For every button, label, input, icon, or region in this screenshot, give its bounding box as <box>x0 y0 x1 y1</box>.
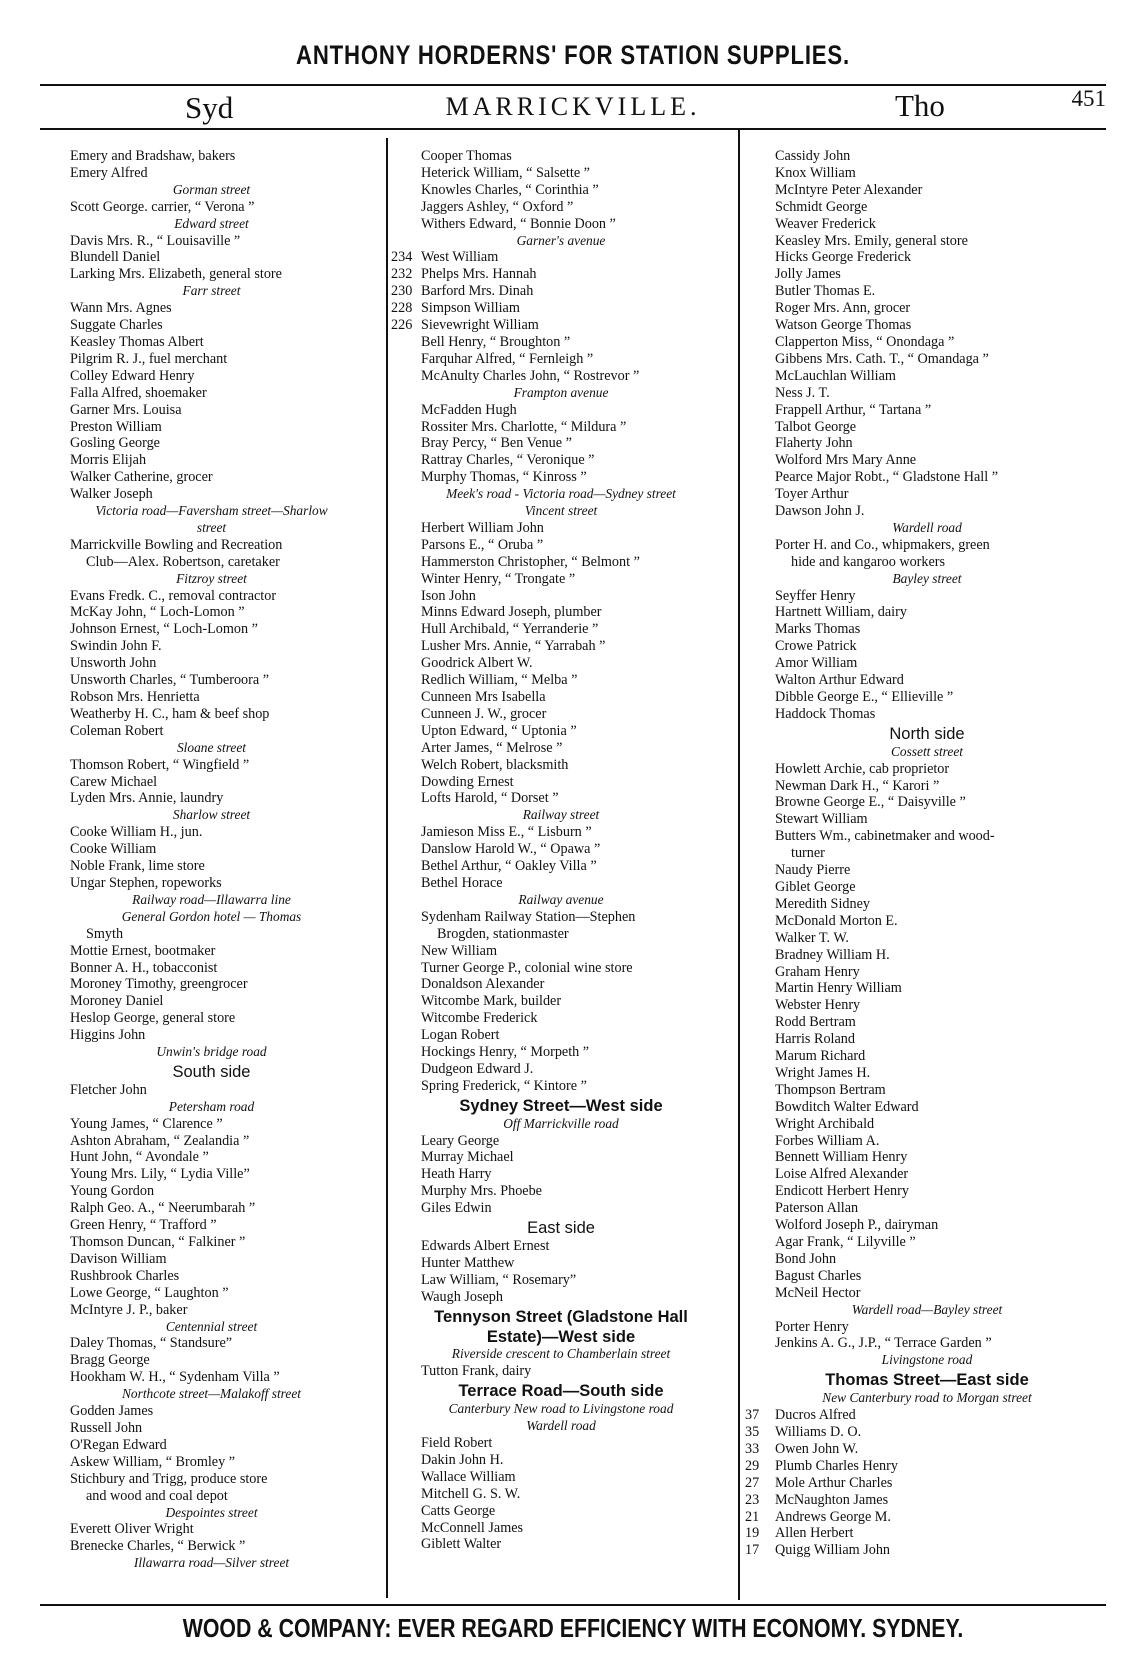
directory-entry: Mottie Ernest, bootmaker <box>70 942 216 959</box>
street-heading: Vincent street <box>524 503 598 519</box>
numbered-entry <box>391 317 731 334</box>
directory-entry: Heslop George, general store <box>70 1010 236 1027</box>
directory-entry: Scott George. carrier, “ Verona ” <box>70 198 255 215</box>
directory-entry: Bethel Arthur, “ Oakley Villa ” <box>421 858 597 875</box>
running-head-right: Tho <box>895 88 945 123</box>
directory-entry: Minns Edward Joseph, plumber <box>421 604 602 621</box>
resident-name: Quigg William John <box>775 1542 891 1559</box>
directory-entry: Larking Mrs. Elizabeth, general store <box>70 266 282 283</box>
directory-entry: Goodrick Albert W. <box>421 655 533 672</box>
resident-name: Phelps Mrs. Hannah <box>421 266 537 283</box>
numbered-entry <box>745 1525 1109 1542</box>
directory-entry: Webster Henry <box>775 997 861 1014</box>
directory-entry: Porter H. and Co., whipmakers, green <box>775 536 990 553</box>
directory-entry: Tutton Frank, dairy <box>421 1363 532 1380</box>
advertising-footer: WOOD & COMPANY: EVER REGARD EFFICIENCY WITH ECONOMY. SYDNEY. <box>182 1613 964 1643</box>
directory-entry: Newman Dark H., “ Karori ” <box>775 777 940 794</box>
directory-entry: Turner George P., colonial wine store <box>421 959 633 976</box>
street-heading: Railway avenue <box>518 891 604 907</box>
directory-entry: Mitchell G. S. W. <box>421 1485 521 1502</box>
numbered-entry <box>745 1424 1109 1441</box>
directory-entry: Keasley Mrs. Emily, general store <box>775 232 968 249</box>
street-heading: Sharlow street <box>172 807 251 823</box>
directory-entry: Knox William <box>775 164 856 181</box>
directory-entry: Giblet George <box>775 878 856 895</box>
directory-entry: Hookham W. H., “ Sydenham Villa ” <box>70 1369 280 1386</box>
section-heading: East side <box>527 1219 595 1238</box>
directory-entry: Howlett Archie, cab proprietor <box>775 760 950 777</box>
entry-continuation: hide and kangaroo workers <box>791 553 946 570</box>
numbered-entry <box>745 1441 1109 1458</box>
directory-entry: Withers Edward, “ Bonnie Doon ” <box>421 215 616 232</box>
page-title: MARRICKVILLE. <box>445 92 701 121</box>
directory-entry: Johnson Ernest, “ Loch-Lomon ” <box>70 621 258 638</box>
entry-continuation: and wood and coal depot <box>86 1487 228 1504</box>
directory-entry: Graham Henry <box>775 963 860 980</box>
numbered-entry <box>391 249 731 266</box>
directory-entry: Logan Robert <box>421 1027 500 1044</box>
directory-entry: Martin Henry William <box>775 980 902 997</box>
directory-entry: Knowles Charles, “ Corinthia ” <box>421 181 599 198</box>
section-heading: South side <box>172 1062 251 1081</box>
house-number: 21 <box>745 1508 760 1525</box>
street-heading: Farr street <box>182 283 241 299</box>
directory-entry: Jenkins A. G., J.P., “ Terrace Garden ” <box>775 1335 992 1352</box>
directory-entry: Godden James <box>70 1403 154 1420</box>
directory-entry: Hartnett William, dairy <box>775 604 907 621</box>
house-number: 33 <box>745 1440 760 1457</box>
column-divider <box>386 138 388 1598</box>
directory-entry: Watson George Thomas <box>775 317 912 334</box>
directory-entry: Unsworth Charles, “ Tumberoora ” <box>70 672 269 689</box>
directory-entry: Ison John <box>421 587 476 604</box>
street-heading: Gorman street <box>172 181 251 197</box>
street-heading: Railway road—Illawarra line <box>132 891 291 907</box>
directory-entry: Waugh Joseph <box>421 1288 503 1305</box>
street-heading: Garner's avenue <box>516 232 606 248</box>
section-heading: Terrace Road—South side <box>458 1382 664 1401</box>
directory-entry: Welch Robert, blacksmith <box>421 756 569 773</box>
street-heading: Wardell road <box>892 519 962 535</box>
directory-entry: Young Mrs. Lily, “ Lydia Ville” <box>70 1166 250 1183</box>
street-heading: Riverside crescent to Chamberlain street <box>451 1346 671 1362</box>
directory-entry: Wann Mrs. Agnes <box>70 300 172 317</box>
directory-entry: Endicott Herbert Henry <box>775 1183 909 1200</box>
directory-entry: Lyden Mrs. Annie, laundry <box>70 790 224 807</box>
directory-entry: Hicks George Frederick <box>775 249 912 266</box>
directory-entry: Talbot George <box>775 418 857 435</box>
numbered-entry <box>745 1407 1109 1424</box>
resident-name: Mole Arthur Charles <box>775 1474 893 1491</box>
directory-entry: Cooper Thomas <box>421 148 512 164</box>
directory-entry: Herbert William John <box>421 519 544 536</box>
entry-continuation: Club—Alex. Robertson, caretaker <box>86 553 280 570</box>
directory-entry: Parsons E., “ Oruba ” <box>421 536 544 553</box>
directory-column-2 <box>391 148 731 1553</box>
street-heading: Petersham road <box>168 1098 255 1114</box>
directory-entry: Forbes William A. <box>775 1132 880 1149</box>
directory-entry: Jamieson Miss E., “ Lisburn ” <box>421 824 592 841</box>
directory-entry: Cunneen J. W., grocer <box>421 705 547 722</box>
directory-entry: Morris Elijah <box>70 452 147 469</box>
directory-entry: McIntyre J. P., baker <box>70 1301 188 1318</box>
header-rule <box>40 128 1106 130</box>
directory-entry: McDonald Morton E. <box>775 912 898 929</box>
directory-entry: Dudgeon Edward J. <box>421 1060 534 1077</box>
directory-entry: Browne George E., “ Daisyville ” <box>775 794 966 811</box>
directory-entry: Naudy Pierre <box>775 862 851 879</box>
directory-entry: Green Henry, “ Trafford ” <box>70 1217 217 1234</box>
directory-entry: Loise Alfred Alexander <box>775 1166 909 1183</box>
directory-entry: Ness J. T. <box>775 384 830 401</box>
directory-entry: Blundell Daniel <box>70 249 161 266</box>
house-number: 232 <box>391 266 413 283</box>
directory-entry: Cunneen Mrs Isabella <box>421 689 546 705</box>
page-header <box>40 84 1106 126</box>
directory-entry: Witcombe Mark, builder <box>421 993 562 1010</box>
directory-entry: Wright Archibald <box>775 1115 875 1132</box>
house-number: 37 <box>745 1407 760 1424</box>
directory-entry: Carew Michael <box>70 773 158 790</box>
directory-entry: Gosling George <box>70 435 160 452</box>
directory-entry: McLauchlan William <box>775 367 896 384</box>
directory-entry: Swindin John F. <box>70 638 162 655</box>
street-heading: Fitzroy street <box>176 570 247 586</box>
directory-entry: Lofts Harold, “ Dorset ” <box>421 790 559 807</box>
numbered-entry <box>745 1509 1109 1526</box>
directory-entry: Law William, “ Rosemary” <box>421 1271 577 1288</box>
house-number: 234 <box>391 249 413 266</box>
street-heading: Wardell road <box>526 1418 596 1434</box>
resident-name: Andrews George M. <box>775 1508 891 1525</box>
top-rule <box>40 84 1106 86</box>
street-heading: Despointes street <box>165 1504 258 1520</box>
directory-column-3 <box>745 148 1109 1559</box>
directory-entry: Hunt John, “ Avondale ” <box>70 1149 209 1166</box>
directory-entry: Heath Harry <box>421 1166 492 1183</box>
directory-entry: Dibble George E., “ Ellieville ” <box>775 689 954 705</box>
directory-entry: Heterick William, “ Salsette ” <box>421 164 590 181</box>
house-number: 228 <box>391 300 413 317</box>
directory-entry: Dowding Ernest <box>421 773 514 790</box>
directory-entry: Porter Henry <box>775 1318 849 1335</box>
entry-continuation: Smyth <box>86 925 124 942</box>
directory-entry: Roger Mrs. Ann, grocer <box>775 300 911 317</box>
directory-entry: O'Regan Edward <box>70 1436 167 1453</box>
directory-entry: McKay John, “ Loch-Lomon ” <box>70 604 245 621</box>
resident-name: Williams D. O. <box>775 1423 862 1440</box>
directory-entry: Emery and Bradshaw, bakers <box>70 148 236 164</box>
directory-entry: Gibbens Mrs. Cath. T., “ Omandaga ” <box>775 350 989 367</box>
directory-entry: Bennett William Henry <box>775 1149 908 1166</box>
directory-entry: Marks Thomas <box>775 621 861 638</box>
directory-entry: Brenecke Charles, “ Berwick ” <box>70 1538 246 1555</box>
directory-entry: Butters Wm., cabinetmaker and wood- <box>775 828 995 845</box>
entry-continuation: turner <box>791 845 825 862</box>
directory-entry: Crowe Patrick <box>775 638 857 655</box>
directory-entry: Sydenham Railway Station—Stephen <box>421 908 636 925</box>
resident-name: McNaughton James <box>775 1491 889 1508</box>
street-heading: Edward street <box>174 215 249 231</box>
directory-entry: Walton Arthur Edward <box>775 672 904 689</box>
directory-entry: Wallace William <box>421 1468 516 1485</box>
numbered-entry <box>391 266 731 283</box>
street-heading: Livingstone road <box>881 1352 973 1368</box>
section-heading: Sydney Street—West side <box>459 1096 663 1115</box>
entry-continuation: Brogden, stationmaster <box>437 925 569 942</box>
footer-rule <box>40 1604 1106 1606</box>
resident-name: Owen John W. <box>775 1440 859 1457</box>
directory-entry: Murray Michael <box>421 1149 514 1166</box>
directory-entry: Bray Percy, “ Ben Venue ” <box>421 435 572 452</box>
resident-name: Sievewright William <box>421 317 539 334</box>
directory-entry: Bethel Horace <box>421 874 503 891</box>
directory-entry: Bell Henry, “ Broughton ” <box>421 333 571 350</box>
street-heading: Northcote street—Malakoff street <box>121 1386 301 1402</box>
directory-entry: Thomson Robert, “ Wingfield ” <box>70 756 250 773</box>
numbered-entry <box>745 1492 1109 1509</box>
house-number: 19 <box>745 1525 760 1542</box>
directory-entry: Murphy Thomas, “ Kinross ” <box>421 469 587 486</box>
street-heading: Frampton avenue <box>513 384 609 400</box>
resident-name: West William <box>421 249 499 266</box>
directory-entry: Field Robert <box>421 1434 493 1451</box>
directory-entry: New William <box>421 942 498 959</box>
directory-entry: Clapperton Miss, “ Onondaga ” <box>775 333 955 350</box>
directory-entry: Daley Thomas, “ Standsure” <box>70 1335 233 1352</box>
directory-entry: Toyer Arthur <box>775 486 849 503</box>
directory-entry: Falla Alfred, shoemaker <box>70 384 207 401</box>
directory-entry: Weaver Frederick <box>775 215 876 232</box>
directory-entry: Davison William <box>70 1250 167 1267</box>
numbered-entry <box>745 1458 1109 1475</box>
section-heading: Estate)—West side <box>486 1327 636 1346</box>
directory-column-1 <box>40 148 383 1572</box>
directory-entry: Suggate Charles <box>70 317 163 334</box>
directory-entry: Upton Edward, “ Uptonia ” <box>421 722 577 739</box>
directory-entry: Dawson John J. <box>775 503 865 520</box>
directory-entry: Walker Joseph <box>70 486 153 503</box>
directory-entry: Walker Catherine, grocer <box>70 469 213 486</box>
directory-entry: Donaldson Alexander <box>421 976 545 993</box>
directory-entry: Russell John <box>70 1419 143 1436</box>
directory-entry: Weatherby H. C., ham & beef shop <box>70 705 270 722</box>
directory-entry: Bonner A. H., tobacconist <box>70 959 218 976</box>
house-number: 35 <box>745 1423 760 1440</box>
section-heading: North side <box>889 724 965 743</box>
numbered-entry <box>391 300 731 317</box>
directory-entry: Marum Richard <box>775 1048 866 1065</box>
directory-entry: Frappell Arthur, “ Tartana ” <box>775 401 932 418</box>
directory-entry: Ralph Geo. A., “ Neerumbarah ” <box>70 1200 256 1217</box>
directory-entry: Cooke William <box>70 841 157 858</box>
directory-entry: Rossiter Mrs. Charlotte, “ Mildura ” <box>421 418 627 435</box>
directory-entry: Haddock Thomas <box>775 705 876 722</box>
directory-entry: Coleman Robert <box>70 722 164 739</box>
directory-entry: Meredith Sidney <box>775 895 870 912</box>
directory-entry: Keasley Thomas Albert <box>70 333 204 350</box>
street-heading: Off Marrickville road <box>503 1115 619 1131</box>
directory-entry: Moroney Daniel <box>70 993 164 1010</box>
directory-entry: Evans Fredk. C., removal contractor <box>70 587 277 604</box>
directory-entry: Witcombe Frederick <box>421 1010 538 1027</box>
directory-entry: Giblett Walter <box>421 1536 502 1553</box>
directory-entry: Preston William <box>70 418 162 435</box>
directory-entry: Davis Mrs. R., “ Louisaville ” <box>70 232 241 249</box>
directory-entry: Harris Roland <box>775 1031 855 1048</box>
directory-entry: Schmidt George <box>775 198 868 215</box>
directory-entry: McIntyre Peter Alexander <box>775 181 923 198</box>
street-heading: Centennial street <box>165 1318 258 1334</box>
directory-entry: Moroney Timothy, greengrocer <box>70 976 248 993</box>
directory-entry: Jolly James <box>775 266 841 283</box>
column-divider <box>738 130 740 1600</box>
street-heading: Meek's road - Victoria road—Sydney street <box>446 486 676 502</box>
street-heading: street <box>196 519 227 535</box>
directory-entry: Flaherty John <box>775 435 853 452</box>
directory-entry: Edwards Albert Ernest <box>421 1238 550 1254</box>
resident-name: Barford Mrs. Dinah <box>421 283 534 300</box>
advertising-banner: ANTHONY HORDERNS' FOR STATION SUPPLIES. <box>296 40 850 70</box>
directory-entry: McConnell James <box>421 1519 524 1536</box>
directory-entry: Thomson Duncan, “ Falkiner ” <box>70 1234 246 1250</box>
street-heading: Unwin's bridge road <box>156 1044 267 1060</box>
directory-entry: Everett Oliver Wright <box>70 1521 194 1538</box>
directory-entry: Bragg George <box>70 1352 150 1369</box>
directory-entry: Arter James, “ Melrose ” <box>421 739 563 756</box>
directory-entry: Wolford Joseph P., dairyman <box>775 1217 939 1234</box>
directory-entry: McAnulty Charles John, “ Rostrevor ” <box>421 367 640 384</box>
directory-entry: Rushbrook Charles <box>70 1267 180 1284</box>
street-heading: Sloane street <box>176 739 247 755</box>
directory-entry: Giles Edwin <box>421 1200 492 1217</box>
resident-name: Plumb Charles Henry <box>775 1457 898 1474</box>
directory-entry: Wolford Mrs Mary Anne <box>775 452 917 469</box>
street-heading: Bayley street <box>892 570 962 586</box>
directory-entry: Catts George <box>421 1502 496 1519</box>
directory-entry: Bond John <box>775 1250 837 1267</box>
directory-entry: Higgins John <box>70 1027 146 1044</box>
resident-name: Allen Herbert <box>775 1525 854 1542</box>
directory-entry: Emery Alfred <box>70 164 148 181</box>
house-number: 17 <box>745 1542 760 1559</box>
running-head-left: Syd <box>185 90 234 125</box>
directory-entry: Agar Frank, “ Lilyville ” <box>775 1234 916 1250</box>
page-number: 451 <box>1071 86 1106 111</box>
directory-entry: Murphy Mrs. Phoebe <box>421 1183 542 1200</box>
house-number: 27 <box>745 1474 760 1491</box>
directory-entry: Hull Archibald, “ Yerranderie ” <box>421 621 599 638</box>
directory-entry: Colley Edward Henry <box>70 367 195 384</box>
directory-entry: Marrickville Bowling and Recreation <box>70 536 283 553</box>
directory-entry: Thompson Bertram <box>775 1081 886 1098</box>
directory-entry: Bradney William H. <box>775 946 890 963</box>
directory-entry: Hockings Henry, “ Morpeth ” <box>421 1044 590 1061</box>
directory-entry: Garner Mrs. Louisa <box>70 401 182 418</box>
resident-name: Simpson William <box>421 300 520 317</box>
directory-entry: Cassidy John <box>775 148 851 164</box>
directory-entry: Hammerston Christopher, “ Belmont ” <box>421 553 640 570</box>
directory-entry: Robson Mrs. Henrietta <box>70 689 200 705</box>
directory-entry: Bagust Charles <box>775 1267 862 1284</box>
directory-entry: Winter Henry, “ Trongate ” <box>421 570 576 587</box>
directory-entry: Bowditch Walter Edward <box>775 1098 919 1115</box>
directory-entry: Young Gordon <box>70 1183 155 1200</box>
house-number: 29 <box>745 1457 760 1474</box>
directory-entry: Paterson Allan <box>775 1200 859 1217</box>
street-heading: Victoria road—Faversham street—Sharlow <box>95 503 328 519</box>
directory-entry: Lowe George, “ Laughton ” <box>70 1284 229 1301</box>
street-heading: Wardell road—Bayley street <box>851 1301 1003 1317</box>
directory-entry: Rattray Charles, “ Veronique ” <box>421 452 595 469</box>
directory-entry: Fletcher John <box>70 1081 147 1098</box>
directory-entry: Ashton Abraham, “ Zealandia ” <box>70 1132 250 1149</box>
directory-entry: Pilgrim R. J., fuel merchant <box>70 350 228 367</box>
directory-entry: Jaggers Ashley, “ Oxford ” <box>421 198 574 215</box>
directory-entry: Hunter Matthew <box>421 1254 515 1271</box>
resident-name: Ducros Alfred <box>775 1407 856 1424</box>
house-number: 226 <box>391 317 413 334</box>
street-heading: General Gordon hotel — Thomas <box>121 908 302 924</box>
directory-entry: Spring Frederick, “ Kintore ” <box>421 1077 587 1094</box>
directory-entry: Farquhar Alfred, “ Fernleigh ” <box>421 350 594 367</box>
directory-entry: Amor William <box>775 655 858 672</box>
numbered-entry <box>745 1542 1109 1559</box>
directory-entry: Wright James H. <box>775 1064 871 1081</box>
directory-entry: Butler Thomas E. <box>775 283 876 300</box>
house-number: 23 <box>745 1491 760 1508</box>
numbered-entry <box>745 1475 1109 1492</box>
directory-entry: Dakin John H. <box>421 1451 504 1468</box>
directory-entry: Cooke William H., jun. <box>70 824 203 841</box>
directory-entry: Young James, “ Clarence ” <box>70 1115 223 1132</box>
directory-entry: Leary George <box>421 1132 500 1149</box>
directory-entry: Redlich William, “ Melba ” <box>421 672 578 689</box>
directory-entry: Danslow Harold W., “ Opawa ” <box>421 841 601 858</box>
directory-entry: McFadden Hugh <box>421 401 517 418</box>
numbered-entry <box>391 283 731 300</box>
section-heading: Tennyson Street (Gladstone Hall <box>434 1307 688 1326</box>
directory-entry: Seyffer Henry <box>775 587 856 604</box>
directory-entry: Stichbury and Trigg, produce store <box>70 1470 268 1487</box>
directory-entry: Rodd Bertram <box>775 1014 856 1031</box>
directory-entry: Pearce Major Robt., “ Gladstone Hall ” <box>775 469 998 486</box>
section-heading: Thomas Street—East side <box>825 1371 1029 1390</box>
house-number: 230 <box>391 283 413 300</box>
street-heading: New Canterbury road to Morgan street <box>822 1390 1032 1406</box>
directory-entry: McNeil Hector <box>775 1284 861 1301</box>
street-heading: Illawarra road—Silver street <box>133 1555 290 1571</box>
directory-entry: Ungar Stephen, ropeworks <box>70 874 222 891</box>
street-heading: Canterbury New road to Livingstone road <box>448 1401 674 1417</box>
directory-entry: Stewart William <box>775 811 868 828</box>
directory-entry: Unsworth John <box>70 655 157 672</box>
directory-entry: Askew William, “ Bromley ” <box>70 1453 236 1470</box>
directory-entry: Noble Frank, lime store <box>70 858 205 875</box>
directory-entry: Walker T. W. <box>775 929 849 946</box>
street-heading: Cossett street <box>890 743 964 759</box>
directory-entry: Lusher Mrs. Annie, “ Yarrabah ” <box>421 638 606 655</box>
street-heading: Railway street <box>522 807 600 823</box>
